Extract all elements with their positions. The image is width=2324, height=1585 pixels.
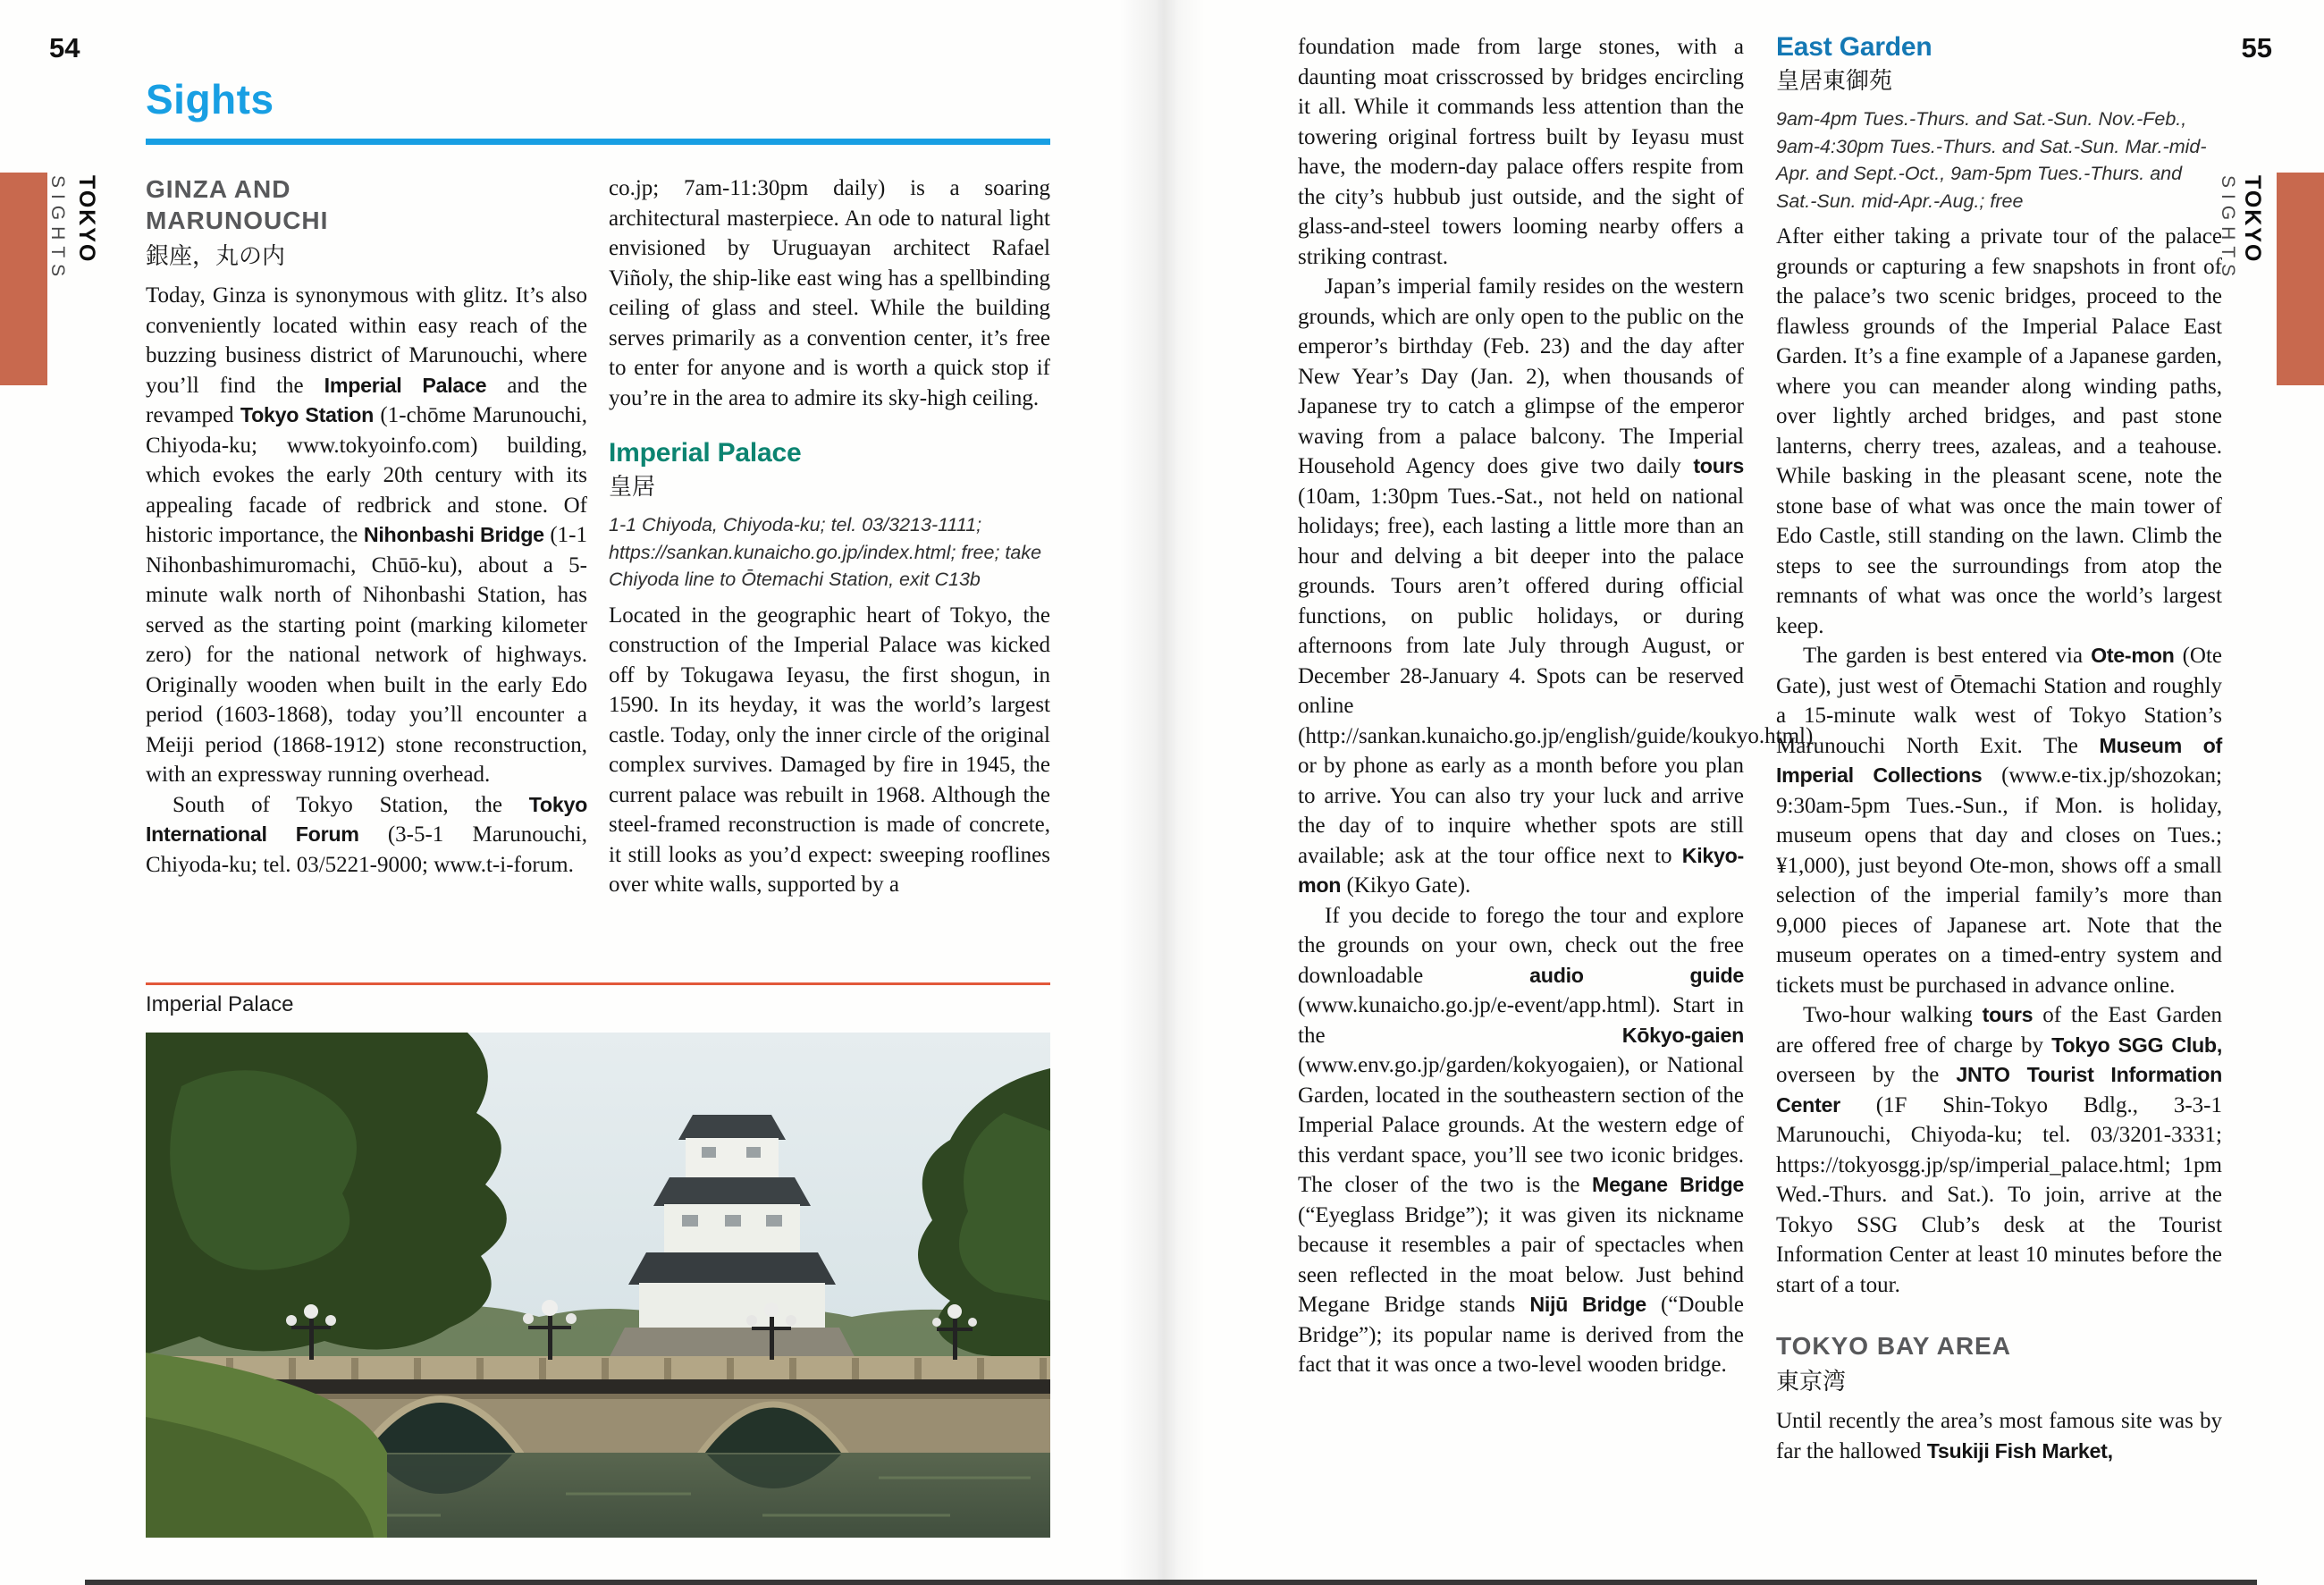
photo-illustration [146,1033,1050,1538]
page-55-columns [1298,32,2222,1466]
bold-keyword: tours [1982,1003,2034,1026]
photo-divider-rule [146,982,1050,985]
section-tab-right [2277,173,2324,385]
bold-keyword: Nihonbashi Bridge [363,523,544,546]
bold-keyword: Tokyo International Forum [146,792,587,846]
japanese-name: 皇居 [609,474,656,500]
sight-heading: Imperial Palace [609,438,802,468]
japanese-name: 皇居東御苑 [1776,68,1893,94]
bold-keyword: audio guide [1529,963,1745,987]
body-paragraph: Located in the geographic heart of Tokyo, the construction of the Imperial Palace was kicked off by Tokugawa Ieyasu, the first shogun, in 1590. In its heyday, it was the world’s largest castle. Today, only the inner circle of the original complex survives. Damaged by fire in 1945, the current palace was rebuilt in 1968. Although the steel-framed reconstruction is made of concrete, it still looks as you’d expect: sweeping rooflines over white walls, supported by a [609,603,1050,897]
body-paragraph: Japan’s imperial family resides on the western grounds, which are only open to the public on the emperor’s birthday (Feb. 23) and the day after New Year’s Day (Jan. 2), when thousands of Japanese try to catch a glimpse of the emperor waving from a palace balcony. The Imperial Household Agency does give two daily tours (10am, 1:30pm Tues.-Sat., not held on national holidays; free), each lasting a little more than an hour and delving a bit deeper into the palace grounds. Tours aren’t offered during official functions, on public holidays, or during afternoons from late July through August, or December 28-January 4. Spots can be reserved online (http://sankan.kunaicho.go.jp/english/guide/koukyo.html) or by phone as early as a month before you plan to arrive. You can also try your luck and arrive the day of to inquire whether spots are still available; ask at the tour office next to Kikyo-mon (Kikyo Gate). [1298,274,1814,898]
visitor-info-line: 1-1 Chiyoda, Chiyoda-ku; tel. 03/3213-1111; https://sankan.kunaicho.go.jp/index.html; free; take Chiyoda line to Ōtemachi Station, exit C13b [609,514,1042,590]
body-paragraph: The garden is best entered via Ote-mon (Ote Gate), just west of Ōtemachi Station and roughly a 15-minute walk west of Tokyo Station’s Marunouchi North Exit. The Museum of Imperial Collections (www.e-tix.jp/shozokan; 9:30am-5pm Tues.-Sun., if Mon. is holiday, museum opens that day and closes on Tues.; ¥1,000), just beyond Ote-mon, shows off a small selection of the imperial family’s more than 9,000 pieces of Japanese art. Note that the museum operates on a timed-entry system and tickets must be purchased in advance online. [1776,644,2223,998]
imperial-palace-photo [146,1033,1050,1538]
visitor-info-line: 9am-4pm Tues.-Thurs. and Sat.-Sun. Nov.-Feb., 9am-4:30pm Tues.-Thurs. and Sat.-Sun. Mar.-mid-Apr. and Sept.-Oct., 9am-5pm Tues.-Thurs. and Sat.-Sun. mid-Apr.-Aug.; free [1776,108,2207,212]
bold-keyword: Kōkyo-gaien [1621,1023,1744,1047]
bold-keyword: tours [1693,454,1744,477]
bold-keyword: Tsukiji Fish Market, [1926,1438,2113,1463]
sight-heading: East Garden [1776,32,1932,62]
bold-keyword: JNTO Tourist Information Center [1776,1063,2222,1117]
page-number-left: 54 [49,32,80,63]
body-paragraph: After either taking a private tour of the palace grounds or capturing a few snapshots in front of the palace’s two scenic bridges, proceed to the flawless grounds of the Imperial Palace East Garden. It’s a fine example of a Japanese garden, where you can meander along winding paths, over lightly arched bridges, and past stone lanterns, cherry trees, azaleas, and a teahouse. While basking in the pleasant scene, note the stone base of what was once the main tower of Edo Castle, still standing on the lawn. Climb the steps to see the surroundings from atop the remnants of what was once the world’s largest keep. [1776,224,2222,638]
title-rule [146,139,1050,145]
body-paragraph: co.jp; 7am-11:30pm daily) is a soaring architectural masterpiece. An ode to natural light envisioned by Uruguayan architect Rafael Viñoly, the ship-like east wing has a spellbinding ceiling of glass and steel. While the building serves primarily as a convention center, it’s free to enter for anyone and is worth a quick stop if you’re in the area to admire its sky-high ceiling. [609,176,1050,410]
text-column [1776,32,2222,1466]
body-paragraph: South of Tokyo Station, the Tokyo International Forum (3-5-1 Marunouchi, Chiyoda-ku; tel. 03/5221-9000; www.t-i-forum. [146,792,587,877]
bold-keyword: Museum of Imperial Collections [1776,733,2222,787]
chapter-title: Sights [146,76,274,122]
bold-keyword: Imperial Palace [324,373,487,397]
japanese-name: 東京湾 [1776,1369,1847,1395]
tab-region-label-right: TOKYO [2240,175,2265,264]
section-tab-left [0,173,47,385]
section-heading: GINZA AND MARUNOUCHI [146,175,329,234]
body-paragraph: foundation made from large stones, with a daunting moat crisscrossed by bridges encircling it all. While it commands less attention than the towering original fortress built by Ieyasu must have, the modern-day palace offers respite from the city’s hubbub just outside, and the sight of glass-and-steel towers looming nearby offers a striking contrast. [1298,35,1744,269]
bold-keyword: Ote-mon [2091,644,2175,667]
page-bottom-edge [85,1580,2257,1585]
page-gutter-shadow [1119,0,1205,1585]
text-column [146,173,587,900]
body-paragraph: Today, Ginza is synonymous with glitz. It’s also conveniently located within easy reach of the buzzing business district of Marunouchi, where you’ll find the Imperial Palace and the revamped Tokyo Station (1-chōme Marunouchi, Chiyoda-ku; www.tokyoinfo.com) building, which evokes the early 20th century with its appealing facade of redbrick and stone. Of historic importance, the Nihonbashi Bridge (1-1 Nihonbashimuromachi, Chūō-ku), about a 5-minute walk north of Nihonbashi Station, has served as the starting point (marking kilometer zero) for the national network of highways. Originally wooden when built in the early Edo period (1603-1868), today you’ll encounter a Meiji period (1868-1912) stone reconstruction, with an expressway running overhead. [146,283,588,787]
photo-caption: Imperial Palace [146,992,294,1016]
bold-keyword: Nijū Bridge [1529,1293,1646,1316]
tab-section-label-right: SIGHTS [2218,175,2238,283]
body-paragraph: If you decide to forego the tour and explore the grounds on your own, check out the free downloadable audio guide (www.kunaicho.go.jp/e-event/app.html). Start in the Kōkyo-gaien (www.env.go.jp/garden/kokyogaien), or National Garden, located in the southeastern section of the Imperial Palace grounds. At the western edge of this verdant space, you’ll see two iconic bridges. The closer of the two is the Megane Bridge (“Eyeglass Bridge”); it was given its nickname because it resembles a pair of spectacles when seen reflected in the moat below. Just behind Megane Bridge stands Nijū Bridge (“Double Bridge”); its popular name is derived from the fact that it was once a two-level wooden bridge. [1298,903,1745,1377]
tab-section-label-left: SIGHTS [47,175,68,283]
page-54-columns [146,173,1050,900]
bold-keyword: Tokyo Station [240,403,375,426]
page-number-right: 55 [2241,32,2272,63]
bold-keyword: Kikyo-mon [1298,843,1744,897]
body-paragraph: Until recently the area’s most famous site was by far the hallowed Tsukiji Fish Market, [1776,1409,2222,1463]
bold-keyword: Tokyo SGG Club, [2051,1033,2222,1057]
text-column [609,173,1050,900]
japanese-name: 銀座，丸の内 [146,243,286,269]
bold-keyword: Megane Bridge [1592,1173,1744,1196]
body-paragraph: Two-hour walking tours of the East Garden are offered free of charge by Tokyo SGG Club, overseen by the JNTO Tourist Information Center (1F Shin-Tokyo Bdlg., 3-3-1 Marunouchi, Chiyoda-ku; tel. 03/3201-3331; https://tokyosgg.jp/sp/imperial_palace.html; 1pm Wed.-Thurs. and Sat.). To join, arrive at the Tokyo SSG Club’s desk at the Tourist Information Center at least 10 minutes before the start of a tour. [1776,1003,2222,1297]
tab-region-label-left: TOKYO [74,175,99,264]
section-heading: TOKYO BAY AREA [1776,1332,2011,1360]
